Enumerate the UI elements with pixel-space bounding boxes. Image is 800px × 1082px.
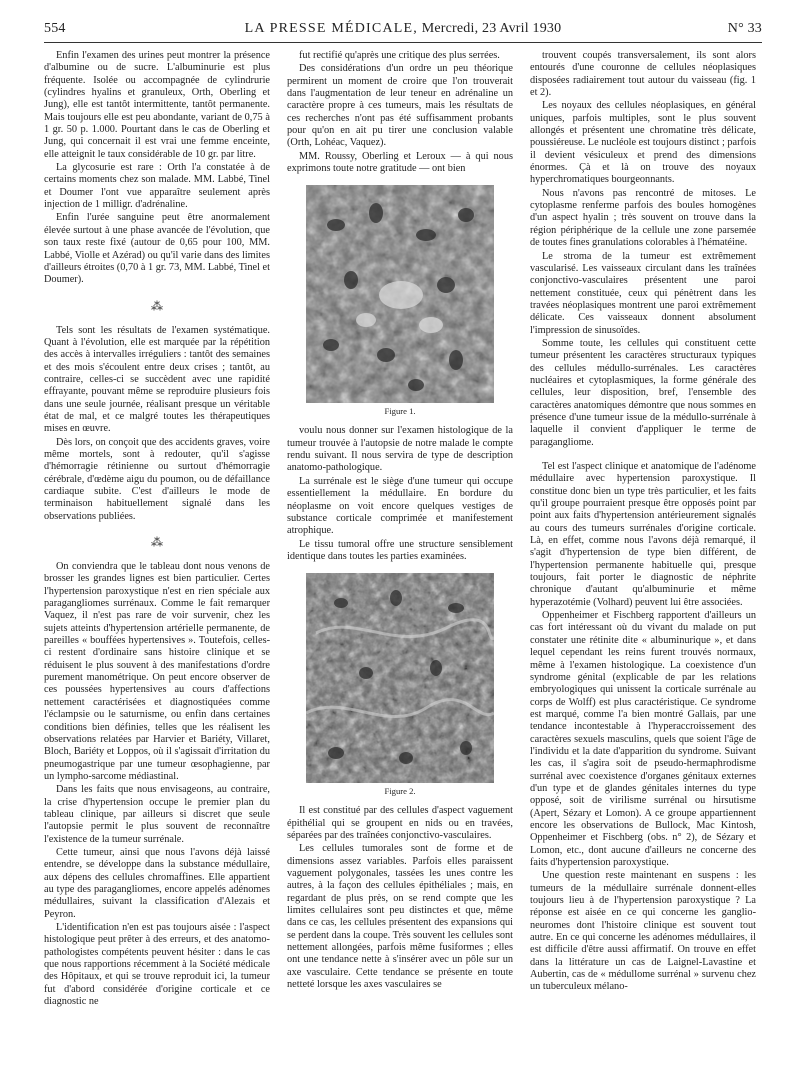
issue-number: N° 33: [727, 21, 762, 36]
paragraph: Les cellules tumorales sont de forme et de dimensions assez variables. Parfois elles paraissent vaguement polygonales, tassées les unes contre les autres, à la façon des cellules épithéliales ; mais, en regardant de plus près, on se rend compte que les limites cellulaires sont peu distinctes et que, même dans ce cas, les cellules présentent des expansions qui se perdent dans la coupe. Très souvent les cellules sont nettement allongées, parfois même fusiformes ; elles ont une tendance nette à s'insérer avec un pôle sur un axe vasculaire. Cette tendance se présente en toute netteté lorsque les axes vasculaires se: [287, 843, 513, 991]
paragraph: Des considérations d'un ordre un peu théorique permirent un moment de croire que l'on trouverait dans l'augmentation de leur teneur en adrénaline un caractère propre à ces tumeurs, mais les résultats de ces recherches n'ont pas été suffisamment probants pour qu'on en ait pu tirer une conclusion valable (Orth, Lohéac, Vaquez).: [287, 63, 513, 149]
paragraph: trouvent coupés transversalement, ils sont alors entourés d'une couronne de cellules néoplasiques disposées radiairement tout autour du vaisseau (fig. 1 et 2).: [530, 50, 756, 99]
figure-2-micrograph: [306, 573, 494, 783]
page-number: 554: [44, 21, 66, 36]
paragraph: MM. Roussy, Oberling et Leroux — à qui nous exprimons toute notre gratitude — ont bien: [287, 150, 513, 175]
paragraph: Enfin l'urée sanguine peut être anormalement élevée surtout à une phase avancée de l'évolution, que son taux reste fixé (autour de 0,65 pour 100, MM. Labbé, Violle et Azérad) ou qu'il varie dans des limites d'ailleurs étroites (0,70 à 1 gr. 73, MM. Labbé, Tinel et Doumer).: [44, 212, 270, 286]
paragraph: Le stroma de la tumeur est extrêmement vascularisé. Les vaisseaux circulant dans les traînées conjonctivo-vasculaires présentent une paroi nettement constituée, ceux qui pénètrent dans les travées néoplasiques montrent une paroi extrêmement délicate. Ces vaisseaux donnent absolument l'impression de sinusoïdes.: [530, 250, 756, 336]
section-ornament: ⁂: [151, 535, 163, 550]
paragraph: fut rectifié qu'après une critique des plus serrées.: [299, 50, 500, 61]
paragraph: Les noyaux des cellules néoplasiques, en général uniques, parfois multiples, sont le plus souvent allongés et présentent une chromatine très délicate, poussiéreuse. Le nucléole est toujours distinct ; parfois il devient vésiculeux et prend des dimensions énormes. Çà et là on trouve des noyaux hyperchromatiques bourgeonnants.: [530, 100, 756, 186]
figure-1-micrograph: [306, 185, 494, 403]
page-header: [44, 21, 762, 41]
paragraph: Somme toute, les cellules qui constituent cette tumeur présentent les caractères structuraux typiques des cellules médullo-surrénales. Les caractères nucléaires et cytoplasmiques, la forme générale des cellules, leur disposition, bref, l'ensemble des caractères anatomiques démontre que nous sommes en présence d'une tumeur issue de la médullo-surrénale à laquelle il convient d'appliquer le terme de paragangliome.: [530, 337, 756, 448]
figure-2-caption: Figure 2.: [384, 786, 416, 797]
paragraph: voulu nous donner sur l'examen histologique de la tumeur trouvée à l'autopsie de notre malade le compte rendu suivant. Il nous servira de type de description anatomo-pathologique.: [287, 425, 513, 474]
column-3: [530, 50, 756, 1076]
paragraph: Dès lors, on conçoit que des accidents graves, voire même mortels, sont à redouter, qu'il s'agisse d'hémorragie rétinienne ou surtout d'hémorragie cérébrale, d'œdème aigu du poumon, ou de défaillance cardiaque subite. C'est d'ailleurs le mode de terminaison habituellement signalé dans les observations publiées.: [44, 436, 270, 522]
paragraph: Tel est l'aspect clinique et anatomique de l'adénome médullaire avec hypertension paroxystique. Il constitue donc bien un type très particulier, et les faits qu'il groupe pourraient presque être opposés point par point aux faits d'hypertension antérieurement signalés au cours des tumeurs surrénales d'origine corticale. Là, en effet, comme nous l'avons déjà remarqué, il s'agit d'hypertension de type bien différent, de l'hypertension permanente habituelle qui, presque toujours, fait porter le diagnostic de néphrite chronique d'autant qu'albuminurie et même hyperazotémie (Volhard) peuvent lui être associées.: [530, 461, 756, 608]
paragraph: Dans les faits que nous envisageons, au contraire, la crise d'hypertension occupe le premier plan du tableau clinique, par ailleurs si discret que seule l'autopsie permit le plus souvent de reconnaître l'existence de la tumeur surrénale.: [44, 784, 270, 845]
section-ornament: ⁂: [151, 298, 163, 313]
paragraph: Tels sont les résultats de l'examen systématique. Quant à l'évolution, elle est marquée par la répétition des accès à intervalles irréguliers : tantôt des semaines et des mois s'écoulent entre deux crises ; tantôt, au contraire, celles-ci se succèdent avec une rapidité effrayante, pouvant même se reproduire plusieurs fois dans une seule journée, réalisant presque un véritable état de mal, et ce malgré toutes les thérapeutiques mises en œuvre.: [44, 324, 270, 435]
column-1: [44, 50, 270, 1076]
journal-name: LA PRESSE MÉDICALE,: [244, 21, 418, 36]
header-rule: [44, 42, 762, 43]
paragraph: Cette tumeur, ainsi que nous l'avons déjà laissé entendre, se développe dans la substance médullaire, aux dépens des cellules chromaffines. Elle appartient au type des paragangliomes, encore appelés adénomes médullaires, suivant la classification d'Alezais et Peyron.: [44, 846, 270, 920]
paragraph: On conviendra que le tableau dont nous venons de brosser les grandes lignes est bien particulier. Certes l'hypertension paroxystique n'est en rien spéciale aux paragangliomes surrénaux. Comme le fait remarquer Vaquez, il n'est pas rare de voir survenir, chez les sujets atteints d'hypertension artérielle permanente, de pareilles « bouffées hypertensives ». Toutefois, celles-ci restent d'ordinaire sans histoire clinique et se réduisent le plus souvent à des manifestations d'ordre purement manométrique. On peut encore observer de ces poussées hypertensives au cours d'affections nettement caractérisées et diagnostiquées comme l'éclampsie ou le saturnisme, ou enfin dans certaines conditions bien définies, telles que les réalisent les observations relatées par Harvier et Bariéty, Villaret, Bloch, Bariéty et Loppos, où il s'agissait d'irritation du pneumogastrique par une tumeur œsophagienne, par un lympho-sarcome médiastinal.: [44, 561, 270, 782]
paragraph: Il est constitué par des cellules d'aspect vaguement épithélial qui se groupent en nids ou en travées, séparées par des traînées conjonctivo-vasculaires.: [287, 805, 513, 841]
paragraph: Nous n'avons pas rencontré de mitoses. Le cytoplasme renferme parfois des boules homogènes d'un aspect hyalin ; très souvent on trouve dans la région périphérique de la cellule une zone parsemée de toutes fines granulations colorables à l'hématéine.: [530, 187, 756, 249]
paragraph: Le tissu tumoral offre une structure sensiblement identique dans toutes les parties examinées.: [287, 538, 513, 562]
paragraph: La surrénale est le siège d'une tumeur qui occupe essentiellement la médullaire. En bordure du néoplasme on voit encore quelques vestiges de substance corticale comprimée et manifestement atrophique.: [287, 475, 513, 537]
paragraph: Enfin l'examen des urines peut montrer la présence d'albumine ou de sucre. L'albuminurie est plus fréquente. Isolée ou accompagnée de cylindrurie (cylindres hyalins et granuleux, Orth, Oberling et Jung), elle est tantôt intermittente, tantôt permanente. Mais toujours elle est peu abondante, variant de 0,75 à 1 gr. 50 p. 1.000. Pourtant dans le cas de Oberling et Jung, qui concernait il est vrai une femme enceinte, elle atteignit le taux considérable de 10 gr. par litre.: [44, 50, 270, 160]
masthead: [44, 21, 762, 37]
paragraph: Une question reste maintenant en suspens : les tumeurs de la médullaire surrénale donnent-elles toujours lieu à de l'hypertension paroxystique ? La réponse est aisée en ce qui concerne les ganglio-neuromes dont l'histoire clinique est souvent tout autre. En ce qui concerne les adénomes médullaires, il est difficile d'être aussi affirmatif. On trouve en effet dans la littérature un cas de Laignel-Lavastine et Aubertin, cas de « médullome surrénal » survenu chez un tuberculeux mélano-: [530, 870, 756, 993]
paragraph: L'identification n'en est pas toujours aisée : l'aspect histologique peut prêter à des erreurs, et des anatomo-pathologistes compétents peuvent hésiter : dans le cas que nous rapportions récemment à la Société médicale des Hôpitaux, et qui se trouve reproduit ici, la tumeur fut d'abord considérée d'origine corticale et ce diagnostic ne: [44, 922, 270, 1008]
issue-date: Mercredi, 23 Avril 1930: [421, 21, 562, 36]
paragraph: La glycosurie est rare : Orth l'a constatée à de certains moments chez son malade. MM. Labbé, Tinel et Doumer l'ont vue apparaître seulement après injection de 1 milligr. d'adrénaline.: [44, 162, 270, 211]
figure-1-caption: Figure 1.: [384, 406, 416, 417]
paragraph: Oppenheimer et Fischberg rapportent d'ailleurs un cas fort intéressant où du vivant du malade on put constater une rétinite dite « albuminurique », et dans lequel cependant les reins furent trouvés normaux, même à l'examen histologique. La coexistence d'un syndrome génital (explicable de par les relations embryologiques qui unissent la corticale surrénale au corps de Wolff) est plus caractéristique. Ce syndrome est marqué, comme l'a bien montré Gallais, par une tendance incontestable à l'hyperaccroissement des caractères sexuels masculins, quels que soient l'âge de l'individu et la date d'apparition du syndrome. Suivant les cas, il s'agira soit de pseudo-hermaphrodisme surrénal avec coexistence d'organes génitaux externes d'un type et de glandes génitales internes du type opposé, soit de virilisme surrénal ou hirsutisme (Apert, Sézary et Lomon). A ce groupe appartiennent encore les observations de Bullock, Mac Kintosh, Oppenheimer et Fischberg (obs. n° 2), de Sézary et Lomon, etc., dont aucune d'ailleurs ne concerne des faits d'hypertension paroxystique.: [530, 610, 756, 868]
column-2: [287, 50, 513, 1076]
